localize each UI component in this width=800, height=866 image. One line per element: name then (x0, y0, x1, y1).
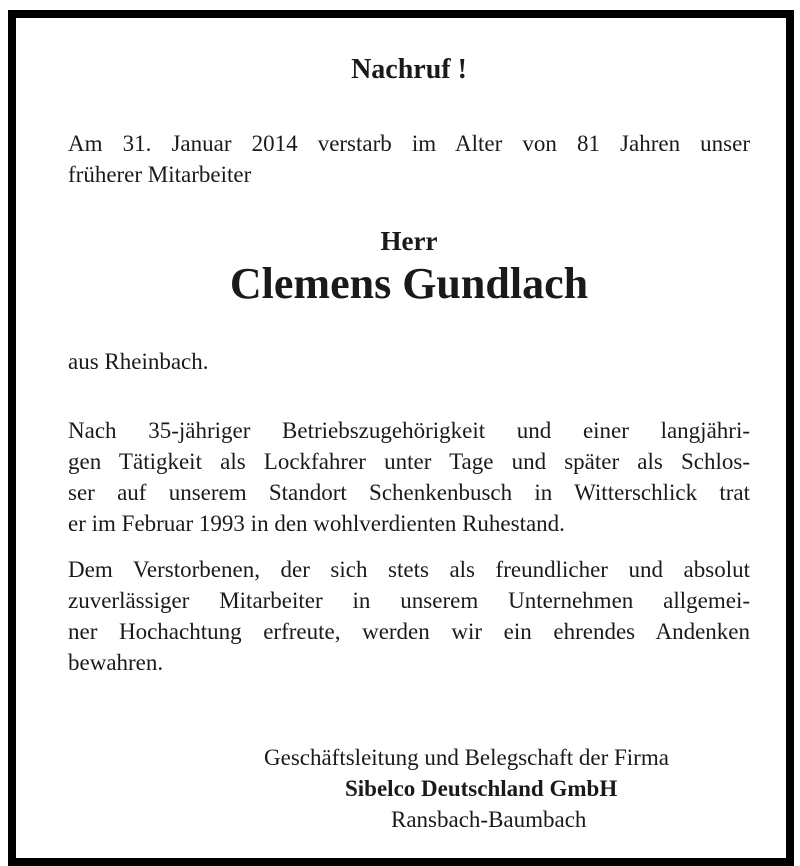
obituary-frame (8, 10, 794, 866)
career-line-3: ser auf unserem Standort Schenkenbusch in Witterschlick trat (68, 480, 750, 505)
obituary-content (68, 52, 750, 832)
career-line-2: gen Tätigkeit als Lockfahrer unter Tage und später als Schlos- (68, 449, 750, 474)
career-line-1: Nach 35-jähriger Betriebszugehörigkeit und einer langjähri- (68, 418, 750, 443)
origin-text: aus Rheinbach. (68, 349, 209, 374)
tribute-line-2: zuverlässiger Mitarbeiter in unserem Unternehmen allgemei- (68, 588, 750, 613)
tribute-paragraph (68, 554, 750, 678)
signature-block (68, 742, 750, 835)
deceased-name: Clemens Gundlach (229, 259, 589, 308)
company-location: Ransbach-Baumbach (391, 807, 587, 832)
company-name: Sibelco Deutschland GmbH (345, 776, 618, 801)
tribute-line-4: bewahren. (68, 650, 164, 675)
tribute-line-3: ner Hochachtung erfreute, werden wir ein ehrendes Andenken (68, 619, 750, 644)
signature-line: Geschäftsleitung und Belegschaft der Firma (264, 745, 669, 770)
honorific: Herr (380, 226, 438, 256)
intro-text (68, 128, 750, 190)
tribute-line-1: Dem Verstorbenen, der sich stets als freundlicher und absolut (68, 557, 750, 582)
intro-line-2: früherer Mitarbeiter (68, 162, 252, 187)
career-paragraph (68, 415, 750, 539)
intro-line-1: Am 31. Januar 2014 verstarb im Alter von 81 Jahren unser (68, 131, 750, 156)
career-line-4: er im Februar 1993 in den wohlverdienten Ruhestand. (68, 511, 565, 536)
notice-title: Nachruf ! (351, 54, 467, 85)
